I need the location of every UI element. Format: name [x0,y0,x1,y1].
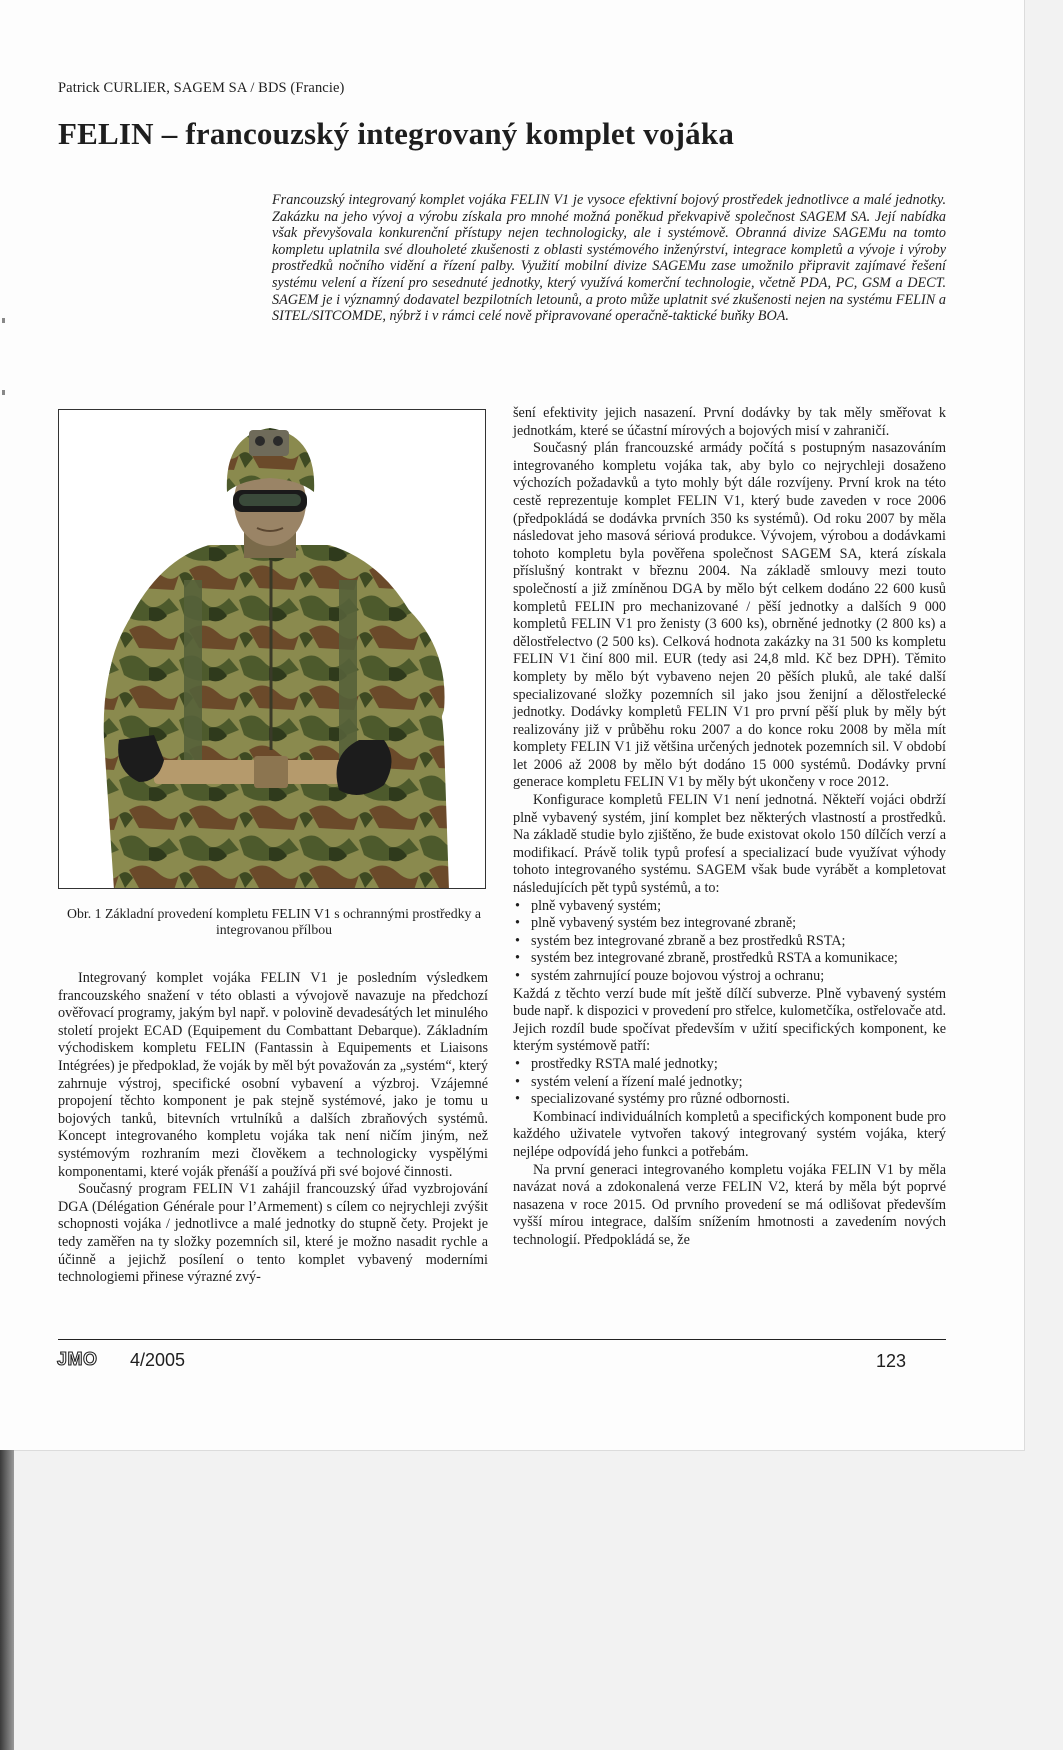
scan-mark [2,318,5,323]
list-item: • plně vybavený systém; [513,898,946,916]
article-author: Patrick CURLIER, SAGEM SA / BDS (Francie) [58,80,345,96]
scan-edge-shadow [0,1450,14,1750]
paragraph: Integrovaný komplet vojáka FELIN V1 je posledním výsledkem francouzského snažení v této oblasti a vývojově navazuje na předchozí ověřovací programy, jakým byl např. v polovině devadesátých let minulého století projekt ECAD (Equipement du Combattant Debarque). Základním východiskem kompletu FELIN (Fantassin à Equipements et Liaisons Intégrées) je předpoklad, že voják by měl být považován za „systém“, který zahrnuje výstroj, specifické osobní vybavení a výzbroj. Vzájemné propojení těchto komponent je pak stejně systémové, jako je tomu u bojových tanků, bitevních vrtulníků a dalších zbraňových systémů. Koncept integrovaného kompletu vojáka tak není ničím jiným, než systémovým rozhraním mezi člověkem a technologicky vyspělými komponentami, které voják přenáší a používá při své bojové činnosti. [58,970,488,1180]
paragraph: Kombinací individuálních kompletů a specifických komponent bude pro každého uživatele vytvořen takový integrovaný systém vojáka, který nejlépe odpovídá jeho funkci a potřebám. [513,1108,946,1160]
paragraph: Každá z těchto verzí bude mít ještě dílčí subverze. Plně vybavený systém bude např. k dispozici v provedení pro střelce, kulometčíka, ostřelovače atd. Jejich rozdíl bude spočívat především v užití specifických komponent, ke kterým systémově patří: [513,985,946,1055]
text-column-right [513,405,946,1250]
list-item: • plně vybavený systém bez integrované zbraně; [513,915,946,933]
paragraph: Konfigurace kompletů FELIN V1 není jednotná. Někteří vojáci obdrží plně vybavený systém, jiní komplet bez některých vlastností a prostředků. Na základě studie bylo zjištěno, že bude existovat okolo 150 dílčích verzí a modifikací. Právě tolik typů profesí a specializací bude využívat výhody tohoto integrovaného systému. SAGEM však bude vyrábět a kompletovat následujících pět typů systémů, a to: [513,792,946,897]
paragraph: šení efektivity jejich nasazení. První dodávky by tak měly směřovat k jednotkám, které se účastní mírových a bojových misí v zahraničí. [513,405,946,439]
list-item: • specializované systémy pro různé odbornosti. [513,1091,946,1109]
list-item: • systém zahrnující pouze bojovou výstroj a ochranu; [513,968,946,986]
list-item: • prostředky RSTA malé jednotky; [513,1056,946,1074]
system-types-list [513,898,946,986]
page-number: 123 [875,1351,906,1371]
list-item: • systém bez integrované zbraně a bez prostředků RSTA; [513,933,946,951]
magazine-logo: JMO [57,1349,98,1369]
paragraph: Současný plán francouzské armády počítá s postupným nasazováním integrovaného kompletu vojáka tak, aby bylo co nejrychleji dosaženo výchozích požadavků a tyto mohly být dále rozvíjeny. První krok na této cestě reprezentuje komplet FELIN V1, který bude zaveden v roce 2006 (předpokládá se dodávka prvních 350 ks systémů). Od roku 2007 by měla následovat jeho masová sériová produkce. Vývojem, výrobou a dodávkami tohoto kompletu byla pověřena společnost SAGEM SA, která získala příslušný kontrakt v březnu 2004. Na základě smlouvy mezi touto společností a již zmíněnou DGA by mělo být celkem dodáno 22 600 kusů kompletů FELIN pro mechanizované / pěší jednotky a dalších 9 000 kompletů FELIN V1 pro ženisty (3 600 ks), obrněné jednotky (2 800 ks) a dělostřelectvo (2 500 ks). Celková hodnota zakázky na 31 500 ks kompletu FELIN V1 činí 800 mil. EUR (tedy asi 24,8 mld. Kč bez DPH). Těmito komplety by mělo být vybaveno nejen 20 pěších pluků, ale také další specializované složky pozemních sil jako jsou ženijní a dělostřelecké jednotky. Dodávky kompletů FELIN V1 pro první pěší pluk by měly být realizovány již v průběhu roku 2007 a do konce roku 2008 by měla mít komplety FELIN V1 již většina určených jednotek pozemních sil. V období let 2006 až 2008 by mělo být dodáno 15 000 systémů. Dodávky první generace kompletu FELIN V1 by měly být ukončeny v roce 2012. [513,440,946,791]
soldier-photo [59,410,486,889]
article-abstract: Francouzský integrovaný komplet vojáka FELIN V1 je vysoce efektivní bojový prostředek jednotlivce a malé jednotky. Zakázku na jeho vývoj a výrobu získala pro mnohé možná poněkud překvapivě společnost SAGEM SA. Její nabídka však převyšovala konkurenční přístupy nejen technologicky, ale i systémově. Obranná divize SAGEMu na tomto kompletu uplatnila své dlouholeté zkušenosti z oblasti systémového inženýrství, integrace kompletů a vývoje i výroby prostředků nočního vidění a řízení palby. Využití mobilní divize SAGEMu zase umožnilo připravit zajímavé řešení systému velení a řízení pro sesednuté jednotky, který využívá komerční technologie, včetně PDA, PC, GSM a DECT. SAGEM je i významný dodavatel bezpilotních letounů, a proto může uplatnit své zkušenosti nejen na systému FELIN a SITEL/SITCOMDE, nýbrž i v rámci celé nově připravované operačně-taktické buňky BOA. [272,192,946,325]
paragraph: Současný program FELIN V1 zahájil francouzský úřad vyzbrojování DGA (Délégation Générale pour l’Armement) s cílem co nejrychleji zvýšit schopnosti vojáka / jednotlivce a malé jednotky do stupně čety. Projekt je tedy zaměřen na ty složky pozemních sil, které je možno nasadit rychle a účinně a jejichž posílení o tento komplet vybavený moderními technologiemi přinese výrazné zvý- [58,1181,488,1286]
text-column-left [58,970,488,1287]
scan-mark [2,390,5,395]
issue-number: 4/2005 [130,1350,186,1370]
paragraph: Na první generaci integrovaného kompletu vojáka FELIN V1 by měla navázat nová a zdokonalená verze FELIN V2, která by měla být poprvé nasazena v roce 2015. Od prvního provedení se má odlišovat především vyšší mírou integrace, dalším snížením hmotnosti a zavedením nových technologií. Předpokládá se, že [513,1161,946,1248]
figure-caption: Obr. 1 Základní provedení kompletu FELIN V1 s ochrannými prostředky a integrovanou přílbou [67,906,481,937]
components-list [513,1056,946,1109]
soldier-photo-figure [58,409,486,889]
footer-divider [58,1339,946,1340]
list-item: • systém bez integrované zbraně, prostředků RSTA a komunikace; [513,950,946,968]
list-item: • systém velení a řízení malé jednotky; [513,1074,946,1092]
article-title: FELIN – francouzský integrovaný komplet vojáka [58,116,735,151]
